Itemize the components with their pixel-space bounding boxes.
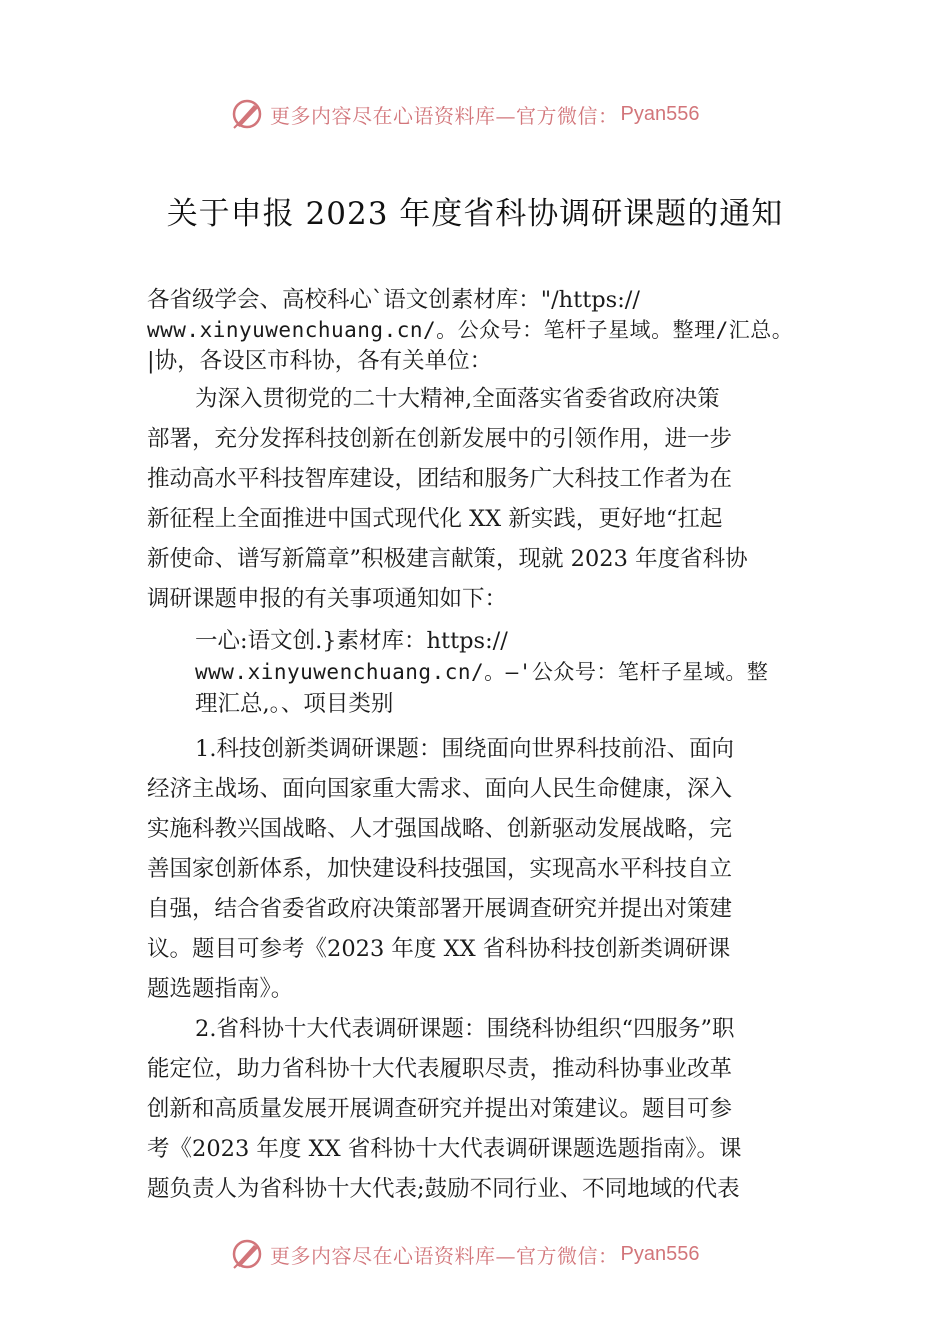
body-line: 一心:语文创.}素材库：https:// bbox=[195, 628, 508, 654]
body-line: 议。题目可参考《2023 年度 XX 省科协科技创新类调研课 bbox=[147, 936, 731, 962]
body-line: 善国家创新体系，加快建设科技强国，实现高水平科技自立 bbox=[147, 856, 733, 882]
watermark-banner-top bbox=[230, 96, 699, 132]
pen-logo-icon bbox=[230, 97, 264, 131]
body-line: 题选题指南》。 bbox=[147, 976, 294, 1002]
body-line: www.xinyuwenchuang.cn/。公众号：笔杆子星域。整理/汇总。 bbox=[147, 318, 794, 342]
pen-logo-icon bbox=[230, 1237, 264, 1271]
body-line: 推动高水平科技智库建设，团结和服务广大科技工作者为在 bbox=[147, 466, 733, 492]
section-heading: 理汇总,。、项目类别 bbox=[195, 691, 394, 717]
body-line: |协，各设区市科协，各有关单位： bbox=[147, 348, 493, 374]
body-line: 自强，结合省委省政府决策部署开展调查研究并提出对策建 bbox=[147, 896, 733, 922]
body-line: 调研课题申报的有关事项通知如下： bbox=[147, 586, 508, 612]
body-line: 考《2023 年度 XX 省科协十大代表调研课题选题指南》。课 bbox=[147, 1136, 742, 1162]
body-line: 1.科技创新类调研课题：围绕面向世界科技前沿、面向 bbox=[195, 736, 734, 762]
body-line: 实施科教兴国战略、人才强国战略、创新驱动发展战略，完 bbox=[147, 816, 733, 842]
document-title: 关于申报 2023 年度省科协调研课题的通知 bbox=[166, 196, 784, 232]
body-line: 新征程上全面推进中国式现代化 XX 新实践，更好地“扛起 bbox=[147, 506, 723, 532]
watermark-banner-bottom bbox=[230, 1236, 699, 1272]
body-line: 能定位，助力省科协十大代表履职尽责，推动科协事业改革 bbox=[147, 1056, 733, 1082]
body-line: 各省级学会、高校科心`语文创素材库："/https:// bbox=[147, 287, 640, 313]
watermark-wechat-id: Pyan556 bbox=[620, 102, 700, 125]
body-line: 为深入贯彻党的二十大精神,全面落实省委省政府决策 bbox=[195, 386, 720, 412]
body-line: 2.省科协十大代表调研课题：围绕科协组织“四服务”职 bbox=[195, 1016, 735, 1042]
body-line: 部署，充分发挥科技创新在创新发展中的引领作用，进一步 bbox=[147, 426, 733, 452]
body-line: 题负责人为省科协十大代表;鼓励不同行业、不同地域的代表 bbox=[147, 1176, 740, 1202]
watermark-wechat-id: Pyan556 bbox=[620, 1242, 700, 1265]
body-line: 经济主战场、面向国家重大需求、面向人民生命健康，深入 bbox=[147, 776, 733, 802]
watermark-text: 更多内容尽在心语资料库—官方微信： bbox=[270, 1243, 619, 1268]
body-line: 新使命、谱写新篇章”积极建言献策，现就 2023 年度省科协 bbox=[147, 546, 748, 572]
watermark-text: 更多内容尽在心语资料库—官方微信： bbox=[270, 103, 619, 128]
body-line: 创新和高质量发展开展调查研究并提出对策建议。题目可参 bbox=[147, 1096, 733, 1122]
body-line: www.xinyuwenchuang.cn/。—'公众号：笔杆子星域。整 bbox=[195, 660, 769, 684]
